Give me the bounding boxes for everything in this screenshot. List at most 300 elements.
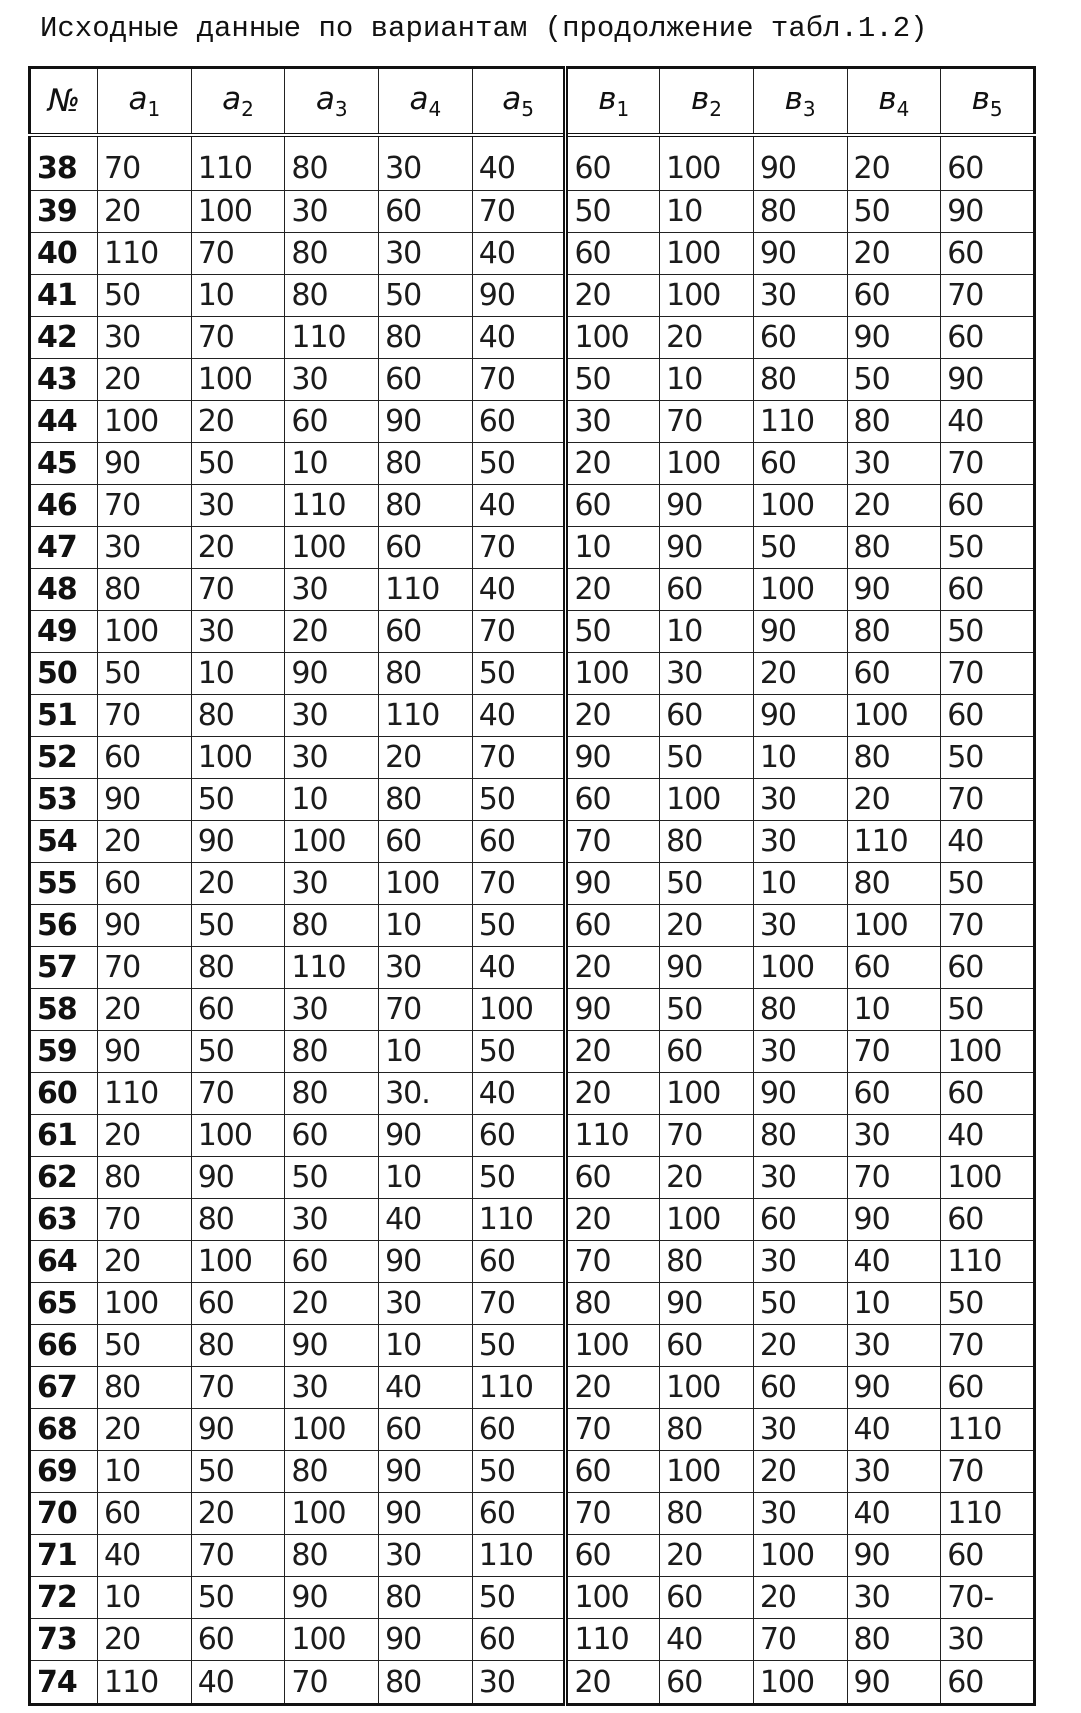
value-cell-a3: 70: [285, 1661, 379, 1705]
table-row: [30, 274, 1035, 316]
value-cell-a2: 60: [191, 1619, 285, 1661]
value-cell-b5: 60: [941, 1073, 1035, 1115]
column-symbol: a: [409, 80, 429, 117]
value-cell-a1: 20: [98, 359, 192, 401]
value-cell-a4: 30: [379, 135, 473, 190]
table-row: [30, 1199, 1035, 1241]
value-cell-a4: 60: [379, 359, 473, 401]
value-cell-a1: 60: [98, 863, 192, 905]
table-row: [30, 1367, 1035, 1409]
value-cell-b1: 20: [566, 569, 660, 611]
value-cell-b2: 100: [660, 1367, 754, 1409]
variant-number-cell: 65: [30, 1283, 98, 1325]
value-cell-a3: 90: [285, 653, 379, 695]
variant-number-cell: 46: [30, 485, 98, 527]
value-cell-a5: 70: [472, 1283, 566, 1325]
value-cell-a3: 30: [285, 695, 379, 737]
table-row: [30, 1493, 1035, 1535]
value-cell-a5: 60: [472, 401, 566, 443]
value-cell-b3: 100: [753, 1535, 847, 1577]
value-cell-a4: 60: [379, 1409, 473, 1451]
value-cell-a4: 80: [379, 485, 473, 527]
value-cell-b1: 90: [566, 863, 660, 905]
value-cell-b5: 60: [941, 1199, 1035, 1241]
value-cell-a2: 70: [191, 232, 285, 274]
column-symbol: в: [690, 80, 710, 117]
value-cell-b2: 80: [660, 1241, 754, 1283]
table-row: [30, 611, 1035, 653]
value-cell-a5: 60: [472, 1409, 566, 1451]
value-cell-b3: 20: [753, 1451, 847, 1493]
value-cell-a1: 80: [98, 1367, 192, 1409]
value-cell-a1: 100: [98, 401, 192, 443]
value-cell-a4: 80: [379, 779, 473, 821]
value-cell-a2: 20: [191, 1493, 285, 1535]
table-row: [30, 1619, 1035, 1661]
value-cell-a4: 110: [379, 569, 473, 611]
value-cell-a4: 90: [379, 1451, 473, 1493]
value-cell-a3: 30: [285, 359, 379, 401]
value-cell-a1: 90: [98, 1031, 192, 1073]
value-cell-b1: 60: [566, 485, 660, 527]
value-cell-a4: 110: [379, 695, 473, 737]
value-cell-a3: 30: [285, 190, 379, 232]
value-cell-a5: 60: [472, 1241, 566, 1283]
value-cell-a3: 30: [285, 863, 379, 905]
value-cell-b3: 80: [753, 190, 847, 232]
value-cell-a2: 100: [191, 1115, 285, 1157]
value-cell-b4: 100: [847, 695, 941, 737]
column-header-a5: [472, 68, 566, 136]
table-row: [30, 1157, 1035, 1199]
value-cell-b5: 50: [941, 527, 1035, 569]
value-cell-b1: 20: [566, 1031, 660, 1073]
value-cell-a1: 70: [98, 695, 192, 737]
value-cell-b5: 50: [941, 611, 1035, 653]
value-cell-b3: 100: [753, 1661, 847, 1705]
value-cell-b2: 60: [660, 1031, 754, 1073]
value-cell-a1: 50: [98, 653, 192, 695]
value-cell-b4: 90: [847, 316, 941, 358]
value-cell-b5: 60: [941, 316, 1035, 358]
value-cell-b5: 40: [941, 821, 1035, 863]
value-cell-b4: 90: [847, 569, 941, 611]
table-row: [30, 821, 1035, 863]
value-cell-a2: 70: [191, 1535, 285, 1577]
value-cell-a2: 50: [191, 905, 285, 947]
value-cell-b3: 90: [753, 611, 847, 653]
column-symbol: a: [502, 80, 522, 117]
value-cell-a1: 90: [98, 779, 192, 821]
value-cell-a2: 70: [191, 569, 285, 611]
value-cell-b2: 60: [660, 695, 754, 737]
value-cell-a4: 80: [379, 653, 473, 695]
value-cell-b2: 20: [660, 905, 754, 947]
table-row: [30, 695, 1035, 737]
value-cell-a5: 40: [472, 695, 566, 737]
value-cell-b5: 60: [941, 485, 1035, 527]
value-cell-b3: 30: [753, 905, 847, 947]
value-cell-b5: 70: [941, 779, 1035, 821]
value-cell-a5: 70: [472, 527, 566, 569]
column-symbol: a: [315, 80, 335, 117]
value-cell-a4: 40: [379, 1199, 473, 1241]
column-header-a3: [285, 68, 379, 136]
value-cell-a2: 20: [191, 527, 285, 569]
table-row: [30, 1115, 1035, 1157]
value-cell-b4: 80: [847, 527, 941, 569]
column-symbol: a: [128, 80, 148, 117]
value-cell-a1: 70: [98, 485, 192, 527]
value-cell-a3: 80: [285, 1073, 379, 1115]
value-cell-a1: 50: [98, 1325, 192, 1367]
variants-table: [28, 66, 1036, 1706]
value-cell-b1: 50: [566, 190, 660, 232]
value-cell-b1: 60: [566, 1451, 660, 1493]
value-cell-b2: 80: [660, 821, 754, 863]
value-cell-a4: 30: [379, 1535, 473, 1577]
value-cell-a1: 20: [98, 821, 192, 863]
value-cell-a5: 70: [472, 611, 566, 653]
value-cell-a5: 30: [472, 1661, 566, 1705]
value-cell-a2: 90: [191, 821, 285, 863]
value-cell-b2: 100: [660, 1073, 754, 1115]
variant-number-cell: 57: [30, 947, 98, 989]
value-cell-a4: 10: [379, 905, 473, 947]
value-cell-a1: 110: [98, 1661, 192, 1705]
value-cell-a2: 80: [191, 1199, 285, 1241]
value-cell-a4: 80: [379, 316, 473, 358]
value-cell-b4: 20: [847, 485, 941, 527]
value-cell-a5: 70: [472, 359, 566, 401]
value-cell-a5: 60: [472, 1493, 566, 1535]
value-cell-a2: 80: [191, 1325, 285, 1367]
value-cell-a2: 90: [191, 1157, 285, 1199]
value-cell-b3: 100: [753, 485, 847, 527]
value-cell-a2: 50: [191, 443, 285, 485]
value-cell-b5: 60: [941, 569, 1035, 611]
value-cell-a2: 60: [191, 989, 285, 1031]
value-cell-b1: 20: [566, 274, 660, 316]
column-header-b3: [753, 68, 847, 136]
value-cell-a5: 50: [472, 1577, 566, 1619]
value-cell-b3: 30: [753, 1031, 847, 1073]
table-header: [30, 68, 1035, 136]
value-cell-b4: 40: [847, 1241, 941, 1283]
value-cell-b1: 60: [566, 905, 660, 947]
value-cell-a1: 20: [98, 989, 192, 1031]
value-cell-a3: 80: [285, 274, 379, 316]
value-cell-a4: 10: [379, 1157, 473, 1199]
value-cell-a4: 60: [379, 821, 473, 863]
value-cell-b2: 40: [660, 1619, 754, 1661]
variant-number-cell: 47: [30, 527, 98, 569]
variant-number-cell: 58: [30, 989, 98, 1031]
value-cell-b3: 50: [753, 1283, 847, 1325]
value-cell-a2: 50: [191, 1451, 285, 1493]
value-cell-a2: 10: [191, 653, 285, 695]
value-cell-b1: 50: [566, 611, 660, 653]
value-cell-a2: 10: [191, 274, 285, 316]
value-cell-b3: 80: [753, 1115, 847, 1157]
value-cell-b1: 60: [566, 232, 660, 274]
value-cell-b4: 60: [847, 274, 941, 316]
variant-number-cell: 50: [30, 653, 98, 695]
value-cell-b4: 80: [847, 863, 941, 905]
table-row: [30, 485, 1035, 527]
value-cell-b4: 30: [847, 1451, 941, 1493]
value-cell-b3: 30: [753, 821, 847, 863]
value-cell-a2: 40: [191, 1661, 285, 1705]
value-cell-b5: 90: [941, 190, 1035, 232]
value-cell-a1: 100: [98, 611, 192, 653]
value-cell-b3: 30: [753, 1241, 847, 1283]
value-cell-b5: 100: [941, 1031, 1035, 1073]
variant-number-cell: 42: [30, 316, 98, 358]
value-cell-b3: 70: [753, 1619, 847, 1661]
value-cell-a3: 20: [285, 611, 379, 653]
variant-number-cell: 61: [30, 1115, 98, 1157]
table-row: [30, 1577, 1035, 1619]
value-cell-a4: 80: [379, 1577, 473, 1619]
value-cell-a4: 70: [379, 989, 473, 1031]
value-cell-b4: 40: [847, 1409, 941, 1451]
value-cell-b5: 70: [941, 1325, 1035, 1367]
value-cell-b1: 60: [566, 1535, 660, 1577]
value-cell-b4: 90: [847, 1535, 941, 1577]
table-row: [30, 779, 1035, 821]
column-subscript: 5: [989, 97, 1003, 122]
value-cell-a5: 50: [472, 443, 566, 485]
value-cell-a3: 80: [285, 1031, 379, 1073]
value-cell-a5: 40: [472, 316, 566, 358]
table-row: [30, 569, 1035, 611]
value-cell-b5: 110: [941, 1241, 1035, 1283]
value-cell-a3: 30: [285, 737, 379, 779]
value-cell-a2: 50: [191, 1031, 285, 1073]
value-cell-a3: 30: [285, 989, 379, 1031]
value-cell-a4: 60: [379, 611, 473, 653]
variant-number-cell: 49: [30, 611, 98, 653]
value-cell-a2: 70: [191, 1073, 285, 1115]
value-cell-b4: 110: [847, 821, 941, 863]
column-header-a1: [98, 68, 192, 136]
value-cell-a3: 110: [285, 316, 379, 358]
value-cell-b4: 30: [847, 1577, 941, 1619]
value-cell-b4: 30: [847, 443, 941, 485]
value-cell-a5: 40: [472, 569, 566, 611]
value-cell-a4: 90: [379, 401, 473, 443]
column-subscript: 5: [521, 97, 534, 122]
variant-number-cell: 44: [30, 401, 98, 443]
value-cell-a5: 70: [472, 737, 566, 779]
value-cell-b5: 40: [941, 401, 1035, 443]
value-cell-a5: 70: [472, 190, 566, 232]
value-cell-a1: 110: [98, 1073, 192, 1115]
column-symbol: в: [784, 80, 803, 117]
value-cell-a1: 20: [98, 1409, 192, 1451]
variant-number-cell: 38: [30, 135, 98, 190]
value-cell-a2: 100: [191, 737, 285, 779]
value-cell-b3: 30: [753, 274, 847, 316]
value-cell-a5: 60: [472, 1115, 566, 1157]
value-cell-b2: 100: [660, 135, 754, 190]
value-cell-a3: 30: [285, 569, 379, 611]
value-cell-b4: 40: [847, 1493, 941, 1535]
variant-number-cell: 54: [30, 821, 98, 863]
value-cell-b2: 90: [660, 485, 754, 527]
column-header-a4: [379, 68, 473, 136]
column-subscript: 2: [241, 97, 254, 122]
variant-number-cell: 72: [30, 1577, 98, 1619]
value-cell-a1: 40: [98, 1535, 192, 1577]
value-cell-b5: 60: [941, 695, 1035, 737]
table-row: [30, 947, 1035, 989]
value-cell-b5: 50: [941, 989, 1035, 1031]
value-cell-b2: 60: [660, 569, 754, 611]
value-cell-a2: 90: [191, 1409, 285, 1451]
value-cell-a5: 40: [472, 485, 566, 527]
variant-number-cell: 56: [30, 905, 98, 947]
value-cell-b1: 20: [566, 1661, 660, 1705]
value-cell-b3: 60: [753, 1367, 847, 1409]
value-cell-a4: 40: [379, 1367, 473, 1409]
value-cell-b1: 50: [566, 359, 660, 401]
value-cell-b5: 70: [941, 653, 1035, 695]
value-cell-a4: 90: [379, 1241, 473, 1283]
value-cell-b2: 10: [660, 359, 754, 401]
value-cell-b4: 90: [847, 1661, 941, 1705]
value-cell-b4: 50: [847, 359, 941, 401]
value-cell-a5: 110: [472, 1199, 566, 1241]
value-cell-b5: 60: [941, 232, 1035, 274]
value-cell-a1: 90: [98, 443, 192, 485]
value-cell-b2: 30: [660, 653, 754, 695]
table-row: [30, 443, 1035, 485]
value-cell-b3: 100: [753, 569, 847, 611]
value-cell-a3: 90: [285, 1577, 379, 1619]
table-row: [30, 359, 1035, 401]
value-cell-a5: 40: [472, 1073, 566, 1115]
value-cell-b3: 30: [753, 779, 847, 821]
header-row: [30, 68, 1035, 136]
value-cell-b2: 10: [660, 611, 754, 653]
value-cell-a5: 90: [472, 274, 566, 316]
table-row: [30, 989, 1035, 1031]
value-cell-b2: 60: [660, 1577, 754, 1619]
variant-number-cell: 66: [30, 1325, 98, 1367]
value-cell-b4: 80: [847, 611, 941, 653]
value-cell-a2: 50: [191, 779, 285, 821]
value-cell-a1: 20: [98, 1115, 192, 1157]
column-header-num: [30, 68, 98, 136]
value-cell-b3: 20: [753, 1577, 847, 1619]
table-row: [30, 1031, 1035, 1073]
value-cell-a5: 110: [472, 1535, 566, 1577]
value-cell-a4: 20: [379, 737, 473, 779]
value-cell-b2: 50: [660, 863, 754, 905]
value-cell-b4: 90: [847, 1367, 941, 1409]
value-cell-b5: 70: [941, 1451, 1035, 1493]
value-cell-b3: 10: [753, 737, 847, 779]
value-cell-b1: 110: [566, 1115, 660, 1157]
value-cell-b1: 80: [566, 1283, 660, 1325]
value-cell-b1: 20: [566, 695, 660, 737]
value-cell-a3: 60: [285, 1241, 379, 1283]
value-cell-b5: 50: [941, 737, 1035, 779]
value-cell-b3: 60: [753, 316, 847, 358]
value-cell-b5: 70: [941, 443, 1035, 485]
column-symbol: №: [47, 83, 81, 119]
value-cell-b1: 10: [566, 527, 660, 569]
table-row: [30, 653, 1035, 695]
variant-number-cell: 67: [30, 1367, 98, 1409]
value-cell-a2: 100: [191, 359, 285, 401]
value-cell-b2: 100: [660, 443, 754, 485]
value-cell-b2: 80: [660, 1493, 754, 1535]
variant-number-cell: 59: [30, 1031, 98, 1073]
value-cell-b5: 70: [941, 905, 1035, 947]
value-cell-a1: 60: [98, 1493, 192, 1535]
value-cell-b2: 20: [660, 316, 754, 358]
column-header-a2: [191, 68, 285, 136]
value-cell-a4: 90: [379, 1619, 473, 1661]
variant-number-cell: 68: [30, 1409, 98, 1451]
value-cell-a2: 80: [191, 947, 285, 989]
value-cell-a5: 40: [472, 135, 566, 190]
value-cell-b5: 70-: [941, 1577, 1035, 1619]
value-cell-b1: 110: [566, 1619, 660, 1661]
value-cell-a4: 30: [379, 1283, 473, 1325]
value-cell-a4: 30: [379, 947, 473, 989]
value-cell-a5: 50: [472, 1325, 566, 1367]
value-cell-b4: 80: [847, 1619, 941, 1661]
table-row: [30, 863, 1035, 905]
value-cell-a5: 100: [472, 989, 566, 1031]
value-cell-b4: 50: [847, 190, 941, 232]
value-cell-b1: 90: [566, 737, 660, 779]
value-cell-b4: 10: [847, 1283, 941, 1325]
value-cell-a2: 100: [191, 1241, 285, 1283]
variant-number-cell: 69: [30, 1451, 98, 1493]
value-cell-b4: 20: [847, 232, 941, 274]
column-subscript: 4: [896, 97, 910, 122]
value-cell-a5: 60: [472, 1619, 566, 1661]
column-subscript: 3: [802, 97, 816, 122]
value-cell-a2: 50: [191, 1577, 285, 1619]
value-cell-b3: 20: [753, 1325, 847, 1367]
value-cell-b1: 20: [566, 443, 660, 485]
variant-number-cell: 73: [30, 1619, 98, 1661]
value-cell-b3: 80: [753, 989, 847, 1031]
value-cell-b1: 30: [566, 401, 660, 443]
value-cell-a5: 110: [472, 1367, 566, 1409]
table-row: [30, 316, 1035, 358]
value-cell-b2: 100: [660, 1451, 754, 1493]
table-container: [28, 66, 1036, 1706]
value-cell-a1: 20: [98, 1619, 192, 1661]
variant-number-cell: 52: [30, 737, 98, 779]
value-cell-b3: 90: [753, 135, 847, 190]
column-subscript: 1: [147, 97, 161, 122]
value-cell-a4: 10: [379, 1031, 473, 1073]
value-cell-a3: 10: [285, 779, 379, 821]
table-row: [30, 1451, 1035, 1493]
value-cell-b2: 20: [660, 1157, 754, 1199]
value-cell-b3: 50: [753, 527, 847, 569]
table-row: [30, 737, 1035, 779]
variant-number-cell: 60: [30, 1073, 98, 1115]
